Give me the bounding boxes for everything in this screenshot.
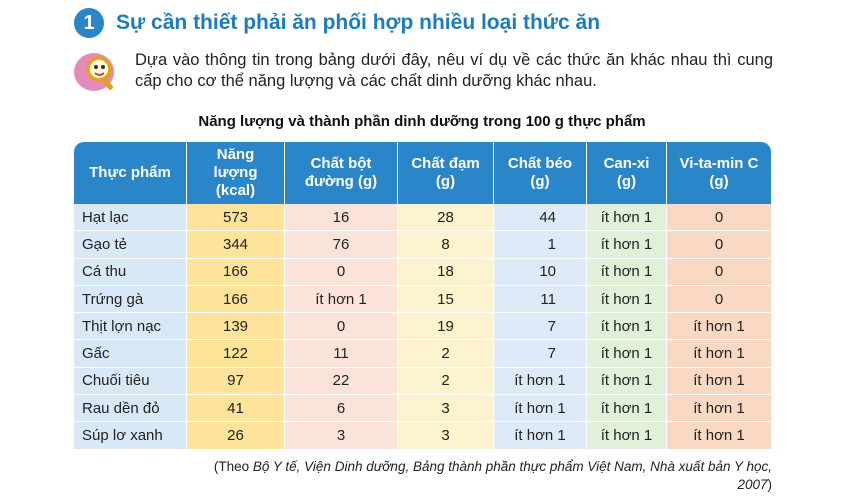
table-title: Năng lượng và thành phần dinh dưỡng trong 100 g thực phẩm <box>198 113 646 130</box>
food-name-cell: Gạo tẻ <box>74 230 187 257</box>
table-cell: 2 <box>398 339 494 366</box>
table-cell: 2 <box>398 367 494 394</box>
table-header-row <box>74 142 771 204</box>
table-cell: ít hơn 1 <box>667 367 771 394</box>
food-name-cell: Chuối tiêu <box>74 367 187 394</box>
table-cell: 15 <box>398 285 494 312</box>
table-cell: ít hơn 1 <box>285 285 398 312</box>
table-cell: 7 <box>494 312 587 339</box>
table-cell: 10 <box>494 258 587 285</box>
table-cell: 122 <box>187 339 285 366</box>
table-cell: 0 <box>285 312 398 339</box>
column-header: Vi-ta-min C (g) <box>667 142 771 204</box>
food-name-cell: Hạt lạc <box>74 204 187 230</box>
section-heading <box>74 6 600 40</box>
magnifier-mascot-icon <box>72 48 120 96</box>
table-row <box>74 394 771 421</box>
table-cell: 11 <box>494 285 587 312</box>
table-cell: 76 <box>285 230 398 257</box>
section-title: Sự cần thiết phải ăn phối hợp nhiều loại thức ăn <box>116 11 601 34</box>
table-cell: ít hơn 1 <box>667 312 771 339</box>
table-cell: 166 <box>187 285 285 312</box>
table-row <box>74 339 771 366</box>
table-cell: ít hơn 1 <box>494 367 587 394</box>
table-cell: 18 <box>398 258 494 285</box>
column-header: Thực phẩm <box>74 142 187 204</box>
table-cell: 28 <box>398 204 494 230</box>
table-cell: 0 <box>667 285 771 312</box>
table-cell: 44 <box>494 204 587 230</box>
instruction-text: Dựa vào thông tin trong bảng dưới đây, nêu ví dụ về các thức ăn khác nhau thì cung cấp cho cơ thể năng lượng và các chất dinh dưỡng khác nhau. <box>135 51 773 90</box>
table-cell: ít hơn 1 <box>667 421 771 448</box>
section-number-badge: 1 <box>74 8 104 38</box>
food-name-cell: Thịt lợn nạc <box>74 312 187 339</box>
table-row <box>74 421 771 448</box>
table-cell: 97 <box>187 367 285 394</box>
nutrition-table <box>74 142 771 449</box>
table-cell: 0 <box>667 230 771 257</box>
table-cell: 3 <box>285 421 398 448</box>
table-row <box>74 230 771 257</box>
source-reference: Bộ Y tế, Viện Dinh dưỡng, Bảng thành phần thực phẩm Việt Nam, Nhà xuất bản Y học, 2007 <box>252 459 772 492</box>
table-cell: ít hơn 1 <box>587 285 667 312</box>
food-name-cell: Trứng gà <box>74 285 187 312</box>
table-cell: 3 <box>398 421 494 448</box>
column-header: Can-xi (g) <box>587 142 667 204</box>
source-citation: (Theo Bộ Y tế, Viện Dinh dưỡng, Bảng thành phần thực phẩm Việt Nam, Nhà xuất bản Y học, 2007) <box>213 459 772 492</box>
table-cell: ít hơn 1 <box>667 339 771 366</box>
table-cell: 7 <box>494 339 587 366</box>
table-cell: 3 <box>398 394 494 421</box>
column-header: Chất đạm (g) <box>398 142 494 204</box>
table-row <box>74 367 771 394</box>
table-cell: 22 <box>285 367 398 394</box>
table-cell: ít hơn 1 <box>587 312 667 339</box>
table-cell: ít hơn 1 <box>494 394 587 421</box>
table-cell: ít hơn 1 <box>587 258 667 285</box>
table-cell: ít hơn 1 <box>587 204 667 230</box>
table-cell: ít hơn 1 <box>494 421 587 448</box>
column-header: Chất béo (g) <box>494 142 587 204</box>
table-cell: 8 <box>398 230 494 257</box>
table-cell: 19 <box>398 312 494 339</box>
table-cell: ít hơn 1 <box>587 339 667 366</box>
table-row <box>74 312 771 339</box>
table-cell: 11 <box>285 339 398 366</box>
table-cell: ít hơn 1 <box>667 394 771 421</box>
food-name-cell: Gấc <box>74 339 187 366</box>
table-row <box>74 204 771 230</box>
table-row <box>74 258 771 285</box>
table-cell: 6 <box>285 394 398 421</box>
table-cell: 26 <box>187 421 285 448</box>
food-name-cell: Súp lơ xanh <box>74 421 187 448</box>
food-name-cell: Cá thu <box>74 258 187 285</box>
table-cell: 0 <box>667 258 771 285</box>
table-row <box>74 285 771 312</box>
table-cell: 41 <box>187 394 285 421</box>
table-cell: ít hơn 1 <box>587 367 667 394</box>
table-cell: 344 <box>187 230 285 257</box>
table-cell: 139 <box>187 312 285 339</box>
food-name-cell: Rau dền đỏ <box>74 394 187 421</box>
table-cell: 0 <box>285 258 398 285</box>
column-header: Chất bột đường (g) <box>285 142 398 204</box>
table-cell: 16 <box>285 204 398 230</box>
table-cell: 0 <box>667 204 771 230</box>
column-header: Năng lượng (kcal) <box>187 142 285 204</box>
table-cell: 1 <box>494 230 587 257</box>
table-cell: 166 <box>187 258 285 285</box>
table-cell: ít hơn 1 <box>587 230 667 257</box>
table-cell: ít hơn 1 <box>587 394 667 421</box>
table-cell: 573 <box>187 204 285 230</box>
table-cell: ít hơn 1 <box>587 421 667 448</box>
